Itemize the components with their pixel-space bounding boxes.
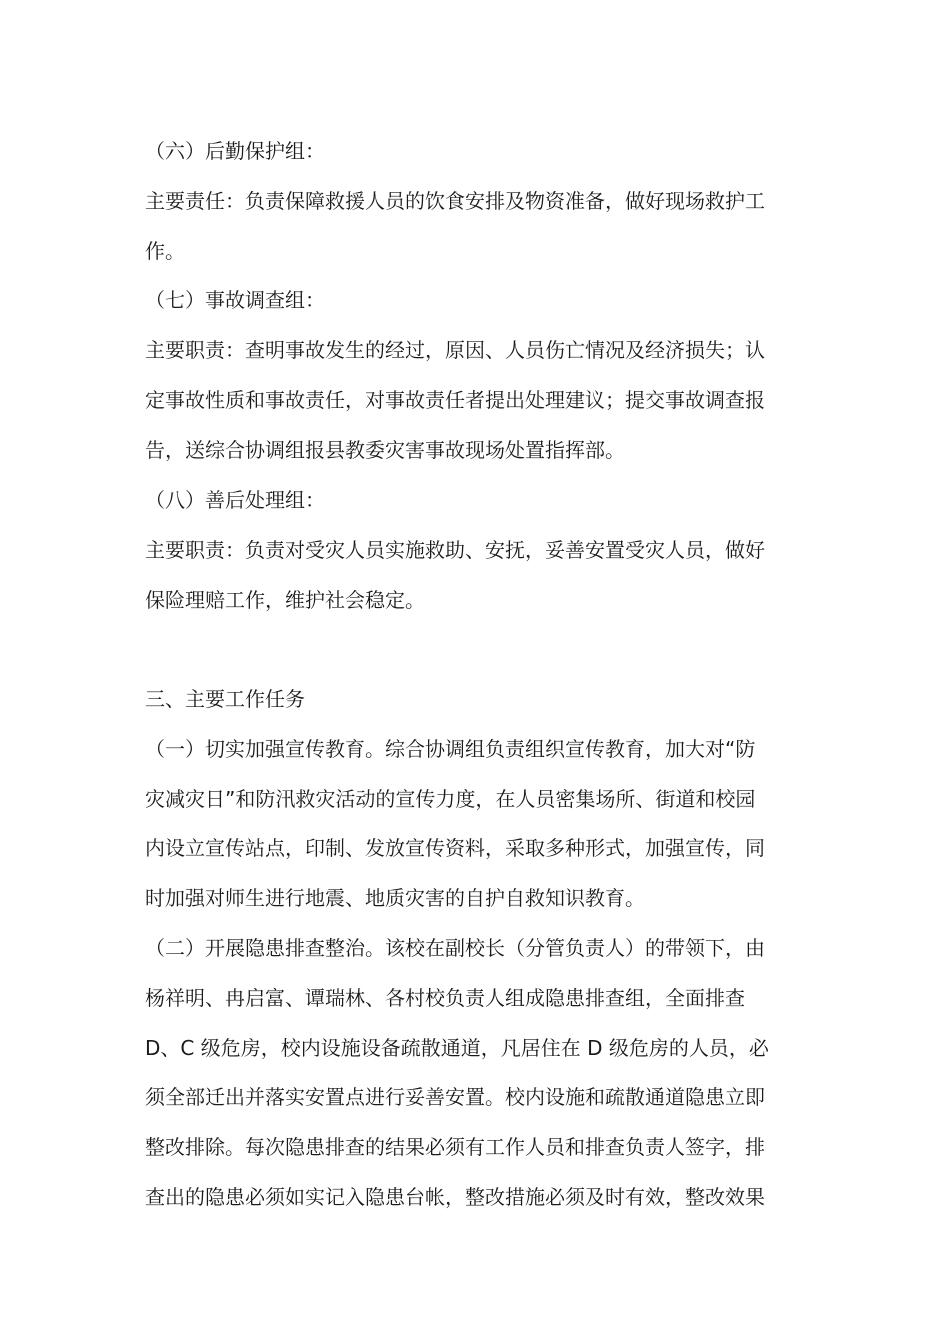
document-page: （六）后勤保护组： 主要责任：负责保障救援人员的饮食安排及物资准备，做好现场救护工 作。 （七）事故调查组： 主要职责：查明事故发生的经过，原因、人员伤亡情况及经济损失；认 定事故性质和事故责任，对事故责任者提出处理建议；提交事故调查报 告，送综合协调组报县教委灾害事故现场处置指挥部。 （八）善后处理组： 主要职责：负责对受灾人员实施救助、安抚，妥善安置受灾人员，做好 保险理赔工作，维护社会稳定。 三、主要工作任务 （一）切实加强宣传教育。综合协调组负责组织宣传教育，加大对“防 灾减灾日”和防汛救灾活动的宣传力度，在人员密集场所、街道和校园 内设立宣传站点，印制、发放宣传资料，采取多种形式，加强宣传，同 时加强对师生进行地震、地质灾害的自护自救知识教育。 （二）开展隐患排查整治。该校在副校长（分管负责人）的带领下，由 杨祥明、冉启富、谭瑞林、各村校负责人组成隐患排查组，全面排查 D、C 级危房，校内设施设备疏散通道，凡居住在 D 级危房的人员，必 须全部迁出并落实安置点进行妥善安置。校内设施和疏散通道隐患立即 整改排除。每次隐患排查的结果必须有工作人员和排查负责人签字，排 查出的隐患必须如实记入隐患台帐，整改措施必须及时有效，整改效果 [145,139,769,1209]
